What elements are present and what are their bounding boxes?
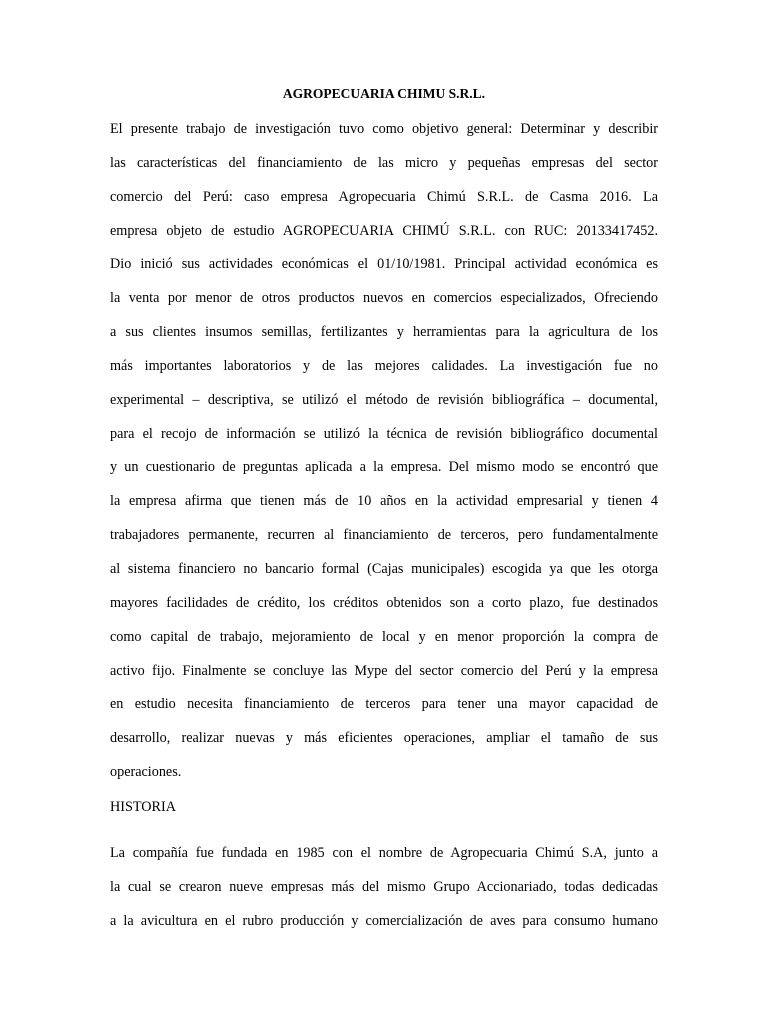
abstract-line: la empresa afirma que tienen más de 10 años en la actividad empresarial y tienen 4 (110, 493, 658, 510)
history-line: a la avicultura en el rubro producción y comercialización de aves para consumo humano (110, 912, 658, 929)
abstract-paragraph (110, 119, 658, 796)
history-line: la cual se crearon nueve empresas más del mismo Grupo Accionariado, todas dedicadas (110, 878, 658, 895)
abstract-line: más importantes laboratorios y de las mejores calidades. La investigación fue no (110, 357, 658, 374)
history-line: La compañía fue fundada en 1985 con el nombre de Agropecuaria Chimú S.A, junto a (110, 845, 658, 861)
abstract-line: como capital de trabajo, mejoramiento de local y en menor proporción la compra de (110, 628, 658, 645)
history-heading: HISTORIA (110, 799, 176, 815)
abstract-line: al sistema financiero no bancario formal (Cajas municipales) escogida ya que les otorga (110, 560, 658, 577)
abstract-line: comercio del Perú: caso empresa Agropecuaria Chimú S.R.L. de Casma 2016. La (110, 188, 658, 205)
abstract-line: Dio inició sus actividades económicas el 01/10/1981. Principal actividad económica es (110, 256, 658, 273)
document-title: AGROPECUARIA CHIMU S.R.L. (282, 86, 486, 101)
abstract-line: empresa objeto de estudio AGROPECUARIA CHIMÚ S.R.L. con RUC: 20133417452. (110, 222, 658, 239)
abstract-line: para el recojo de información se utilizó la técnica de revisión bibliográfico documental (110, 425, 658, 442)
abstract-line: y un cuestionario de preguntas aplicada a la empresa. Del mismo modo se encontró que (110, 459, 658, 476)
abstract-line: trabajadores permanente, recurren al financiamiento de terceros, pero fundamentalmente (110, 527, 658, 544)
abstract-line: operaciones. (110, 764, 182, 781)
abstract-line: desarrollo, realizar nuevas y más eficientes operaciones, ampliar el tamaño de sus (110, 730, 658, 747)
abstract-line: experimental – descriptiva, se utilizó el método de revisión bibliográfica – documental, (110, 391, 658, 408)
abstract-line: mayores facilidades de crédito, los créditos obtenidos son a corto plazo, fue destinados (110, 594, 658, 611)
abstract-line: a sus clientes insumos semillas, fertilizantes y herramientas para la agricultura de los (110, 324, 658, 341)
history-paragraph (110, 843, 658, 945)
abstract-line: El presente trabajo de investigación tuvo como objetivo general: Determinar y describir (110, 121, 658, 137)
abstract-line: en estudio necesita financiamiento de terceros para tener una mayor capacidad de (110, 696, 658, 713)
abstract-line: las características del financiamiento de las micro y pequeñas empresas del sector (110, 154, 658, 171)
abstract-line: la venta por menor de otros productos nuevos en comercios especializados, Ofreciendo (110, 290, 658, 307)
abstract-line: activo fijo. Finalmente se concluye las Mype del sector comercio del Perú y la empresa (110, 662, 658, 679)
